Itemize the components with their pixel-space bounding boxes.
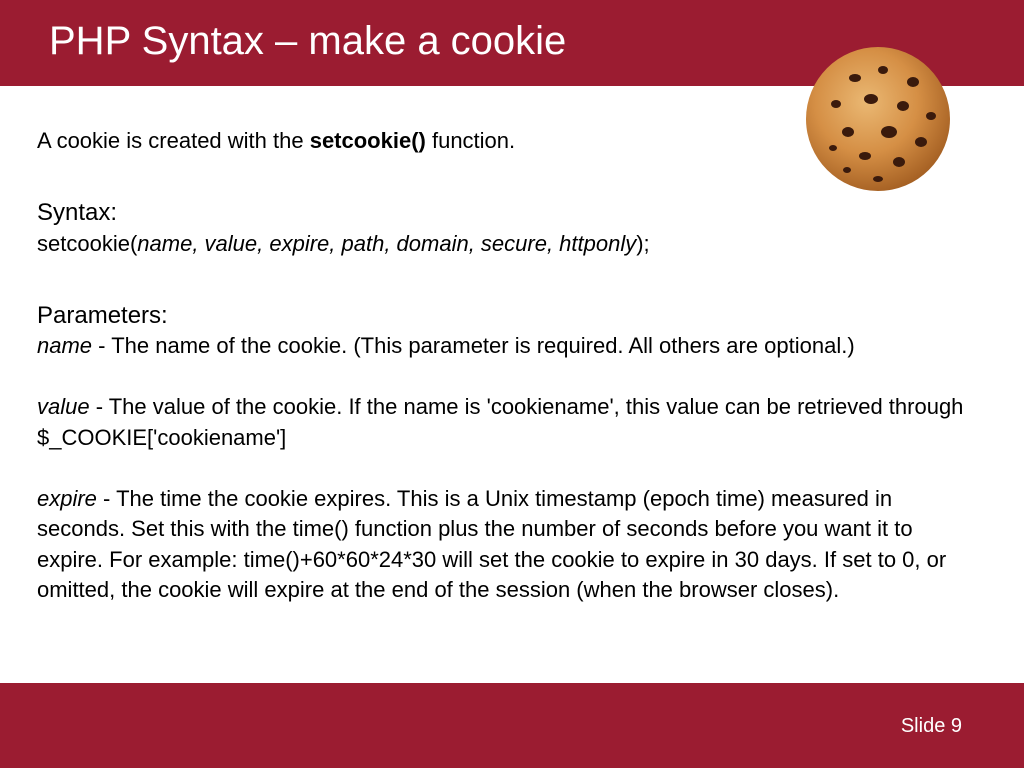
param-expire-description: - The time the cookie expires. This is a Unix timestamp (epoch time) measured in seconds. Set this with the time() function plus the number of seconds before you want it to expire. For example: time()+60*60*24*30 will set the cookie to expire in 30 days. If set to 0, or omitted, the cookie will expire at the end of the session (when the browser closes). [37, 485, 947, 602]
syntax-call-prefix: setcookie( [37, 230, 138, 256]
intro-before: A cookie is created with the [37, 128, 310, 153]
intro-text [37, 126, 967, 157]
slide-content [37, 126, 967, 606]
intro-function-name: setcookie() [309, 128, 426, 153]
param-value-description: - The value of the cookie. If the name is 'cookiename', this value can be retrieved through $_COOKIE['cookiename'] [37, 394, 964, 450]
footer-bar [0, 683, 1024, 768]
param-value [37, 392, 967, 453]
param-value-label: value [37, 394, 90, 419]
param-expire-label: expire [37, 485, 97, 511]
slide-number: Slide 9 [900, 715, 962, 737]
syntax-call-suffix: ); [636, 230, 650, 256]
parameters-heading: Parameters: [37, 301, 168, 329]
intro-after: function. [425, 128, 516, 153]
param-name-description: - The name of the cookie. (This parameter is required. All others are optional.) [92, 333, 855, 358]
param-name-label: name [37, 333, 93, 358]
param-expire [37, 484, 967, 606]
syntax-signature [37, 229, 967, 260]
syntax-call-args: name, value, expire, path, domain, secure, httponly [137, 230, 637, 256]
slide-title: PHP Syntax – make a cookie [49, 19, 567, 63]
syntax-heading: Syntax: [37, 199, 118, 226]
param-name [37, 331, 967, 362]
